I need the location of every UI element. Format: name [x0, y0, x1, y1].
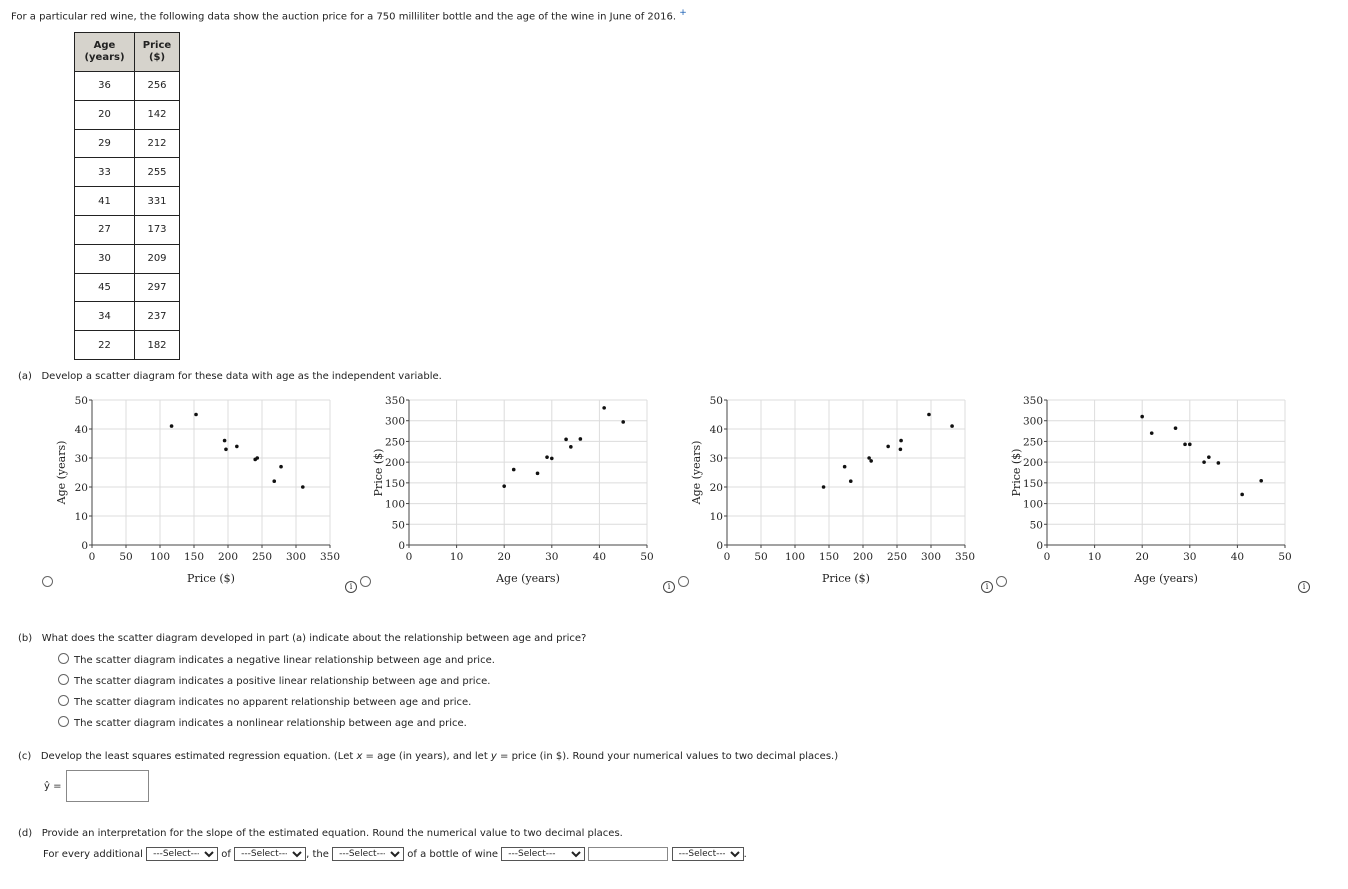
- intro-sentence: For a particular red wine, the following data show the auction price for a 750 milliliter bottle and the age of the wine in June of 2016.: [11, 11, 677, 23]
- table-row: [75, 244, 180, 273]
- x-tick-label: 50: [119, 551, 133, 563]
- y-tick-label: 100: [384, 498, 405, 511]
- select-change-direction[interactable]: [501, 847, 585, 861]
- data-point: [279, 465, 283, 469]
- data-point: [1183, 443, 1187, 447]
- slope-interpretation: For every additional ---Select--- of ---Select--- , the ---Select--- of a bottle of wine ---Select--- ---Select--- .: [43, 847, 747, 861]
- x-tick-label: 300: [285, 551, 307, 563]
- data-point: [569, 445, 573, 449]
- table-row: [75, 302, 180, 331]
- select-the[interactable]: [332, 847, 404, 861]
- x-tick-label: 150: [183, 551, 205, 563]
- x-tick-label: 250: [886, 551, 908, 563]
- y-tick-label: 10: [709, 511, 723, 523]
- x-tick-label: 100: [149, 551, 171, 563]
- radio-button[interactable]: [58, 716, 69, 727]
- x-tick-label: 200: [217, 551, 239, 563]
- data-point: [194, 413, 198, 417]
- y-tick-label: 350: [384, 395, 405, 407]
- data-point: [869, 459, 873, 463]
- y-tick-label: 300: [1022, 415, 1043, 428]
- y-tick-label: 350: [1022, 395, 1043, 407]
- info-icon[interactable]: i: [1298, 581, 1310, 593]
- y-tick-label: 100: [1022, 498, 1043, 511]
- y-axis-label: Age (years): [55, 440, 68, 505]
- part-d-text: Provide an interpretation for the slope of the estimated equation. Round the numerical value to two decimal places.: [41, 828, 623, 839]
- data-point: [224, 448, 228, 452]
- x-axis-label: Age (years): [496, 572, 560, 585]
- data-point: [255, 456, 259, 460]
- data-point: [536, 472, 540, 476]
- age-cell: 33: [75, 158, 135, 187]
- y-tick-label: 0: [81, 540, 88, 552]
- y-tick-label: 0: [398, 540, 405, 552]
- y-tick-label: 200: [384, 457, 405, 470]
- plot-option-1-radio[interactable]: [42, 576, 53, 587]
- part-c-question: (c) Develop the least squares estimated regression equation. (Let x = age (in years), and let y = price (in $). Round your numerical values to two decimal places.): [18, 751, 839, 762]
- x-tick-label: 20: [1135, 551, 1149, 563]
- y-tick-label: 300: [384, 415, 405, 428]
- part-b-option-1[interactable]: The scatter diagram indicates a negative linear relationship between age and price.: [58, 653, 495, 666]
- table-row: [75, 273, 180, 302]
- footnote-mark[interactable]: +: [679, 8, 687, 18]
- x-tick-label: 50: [640, 551, 654, 563]
- data-point: [550, 457, 554, 461]
- price-cell: 255: [135, 158, 180, 187]
- yhat-label: ŷ =: [44, 781, 62, 792]
- data-point: [579, 437, 583, 441]
- y-tick-label: 50: [74, 395, 88, 407]
- select-of[interactable]: [234, 847, 306, 861]
- data-point: [272, 479, 276, 483]
- regression-equation-input[interactable]: [66, 770, 149, 802]
- y-axis-label: Price ($): [372, 448, 385, 497]
- x-tick-label: 350: [319, 551, 341, 563]
- y-tick-label: 40: [709, 424, 723, 436]
- data-point: [621, 420, 625, 424]
- table-row: [75, 129, 180, 158]
- price-cell: 256: [135, 72, 180, 101]
- data-point: [1140, 415, 1144, 419]
- y-tick-label: 200: [1022, 457, 1043, 470]
- data-point: [1207, 455, 1211, 459]
- part-a-label: (a): [18, 371, 32, 382]
- slope-value-input[interactable]: [588, 847, 668, 861]
- data-point: [235, 445, 239, 449]
- data-point: [843, 465, 847, 469]
- y-tick-label: 50: [709, 395, 723, 407]
- x-tick-label: 150: [818, 551, 840, 563]
- x-tick-label: 200: [852, 551, 874, 563]
- x-tick-label: 0: [405, 551, 413, 563]
- price-cell: 297: [135, 273, 180, 302]
- x-tick-label: 0: [88, 551, 96, 563]
- y-tick-label: 20: [709, 482, 723, 494]
- data-point: [564, 438, 568, 442]
- x-axis-label: Price ($): [187, 572, 235, 585]
- age-cell: 36: [75, 72, 135, 101]
- plot-option-4-radio[interactable]: [996, 576, 1007, 587]
- x-tick-label: 50: [754, 551, 768, 563]
- y-tick-label: 30: [74, 453, 88, 465]
- y-tick-label: 150: [1022, 477, 1043, 490]
- table-row: [75, 158, 180, 187]
- radio-button[interactable]: [58, 695, 69, 706]
- y-tick-label: 20: [74, 482, 88, 494]
- intro-text: [11, 8, 687, 22]
- x-tick-label: 10: [449, 551, 464, 563]
- info-icon[interactable]: i: [981, 581, 993, 593]
- x-axis-label: Age (years): [1134, 572, 1198, 585]
- age-cell: 20: [75, 100, 135, 129]
- x-tick-label: 100: [784, 551, 806, 563]
- data-point: [1150, 431, 1154, 435]
- data-point: [822, 485, 826, 489]
- part-c-label: (c): [18, 751, 32, 762]
- price-cell: 182: [135, 331, 180, 360]
- table-row: [75, 100, 180, 129]
- plot-option-3-radio[interactable]: [678, 576, 689, 587]
- age-cell: 41: [75, 187, 135, 216]
- data-point: [1174, 426, 1178, 430]
- data-point: [927, 413, 931, 417]
- age-cell: 45: [75, 273, 135, 302]
- data-point: [1202, 460, 1206, 464]
- price-cell: 173: [135, 215, 180, 244]
- plot-option-1: [48, 390, 343, 593]
- plot-option-2-radio[interactable]: [360, 576, 371, 587]
- select-unit[interactable]: [672, 847, 744, 861]
- plot-option-2: [365, 390, 660, 593]
- y-tick-label: 50: [1029, 519, 1043, 532]
- data-point: [502, 484, 506, 488]
- radio-button[interactable]: [58, 653, 69, 664]
- y-tick-label: 0: [716, 540, 723, 552]
- price-cell: 212: [135, 129, 180, 158]
- y-axis-label: Price ($): [1010, 448, 1023, 497]
- part-b-option-2[interactable]: The scatter diagram indicates a positive linear relationship between age and price.: [58, 674, 490, 687]
- data-point: [1188, 443, 1192, 447]
- part-a-question: [18, 371, 442, 382]
- data-point: [223, 439, 227, 443]
- scatter-plot-3: [683, 390, 978, 590]
- data-point: [950, 424, 954, 428]
- table-row: [75, 187, 180, 216]
- info-icon[interactable]: i: [663, 581, 675, 593]
- radio-button[interactable]: [58, 674, 69, 685]
- col-header-price: Price ($): [135, 33, 180, 72]
- x-tick-label: 0: [723, 551, 731, 563]
- age-cell: 30: [75, 244, 135, 273]
- y-tick-label: 250: [384, 436, 405, 449]
- x-tick-label: 30: [545, 551, 559, 563]
- data-point: [1259, 479, 1263, 483]
- scatter-plot-1: [48, 390, 343, 590]
- scatter-plot-2: [365, 390, 660, 590]
- part-b-label: (b): [18, 633, 33, 644]
- info-icon[interactable]: i: [345, 581, 357, 593]
- part-a-text: Develop a scatter diagram for these data with age as the independent variable.: [41, 371, 442, 382]
- data-point: [899, 448, 903, 452]
- col-header-age: Age (years): [75, 33, 135, 72]
- data-point: [545, 455, 549, 459]
- age-cell: 29: [75, 129, 135, 158]
- select-additional[interactable]: [146, 847, 218, 861]
- price-cell: 209: [135, 244, 180, 273]
- data-point: [512, 468, 516, 472]
- x-tick-label: 300: [920, 551, 942, 563]
- data-point: [602, 406, 606, 410]
- age-cell: 34: [75, 302, 135, 331]
- price-cell: 142: [135, 100, 180, 129]
- data-point: [1217, 461, 1221, 465]
- x-tick-label: 10: [1087, 551, 1102, 563]
- x-tick-label: 20: [497, 551, 511, 563]
- age-cell: 22: [75, 331, 135, 360]
- table-row: [75, 331, 180, 360]
- data-point: [1240, 493, 1244, 497]
- data-point: [170, 424, 174, 428]
- x-axis-label: Price ($): [822, 572, 870, 585]
- plot-option-3: [683, 390, 978, 593]
- y-tick-label: 0: [1036, 540, 1043, 552]
- age-cell: 27: [75, 215, 135, 244]
- x-tick-label: 250: [251, 551, 273, 563]
- table-row: [75, 215, 180, 244]
- data-point: [899, 439, 903, 443]
- plot-option-4: [1003, 390, 1298, 593]
- x-tick-label: 50: [1278, 551, 1292, 563]
- y-axis-label: Age (years): [690, 440, 703, 505]
- data-point: [301, 485, 305, 489]
- y-tick-label: 50: [391, 519, 405, 532]
- y-tick-label: 250: [1022, 436, 1043, 449]
- part-d-label: (d): [18, 828, 33, 839]
- scatter-plot-4: [1003, 390, 1298, 590]
- part-b-option-4[interactable]: The scatter diagram indicates a nonlinear relationship between age and price.: [58, 716, 467, 729]
- data-point: [867, 456, 871, 460]
- x-tick-label: 40: [592, 551, 607, 563]
- y-tick-label: 30: [709, 453, 723, 465]
- data-point: [886, 445, 890, 449]
- x-tick-label: 350: [954, 551, 976, 563]
- x-tick-label: 40: [1230, 551, 1245, 563]
- part-b-option-3[interactable]: The scatter diagram indicates no apparent relationship between age and price.: [58, 695, 471, 708]
- data-table: [74, 32, 180, 360]
- part-b-question: [18, 633, 586, 644]
- x-tick-label: 30: [1183, 551, 1197, 563]
- price-cell: 237: [135, 302, 180, 331]
- x-tick-label: 0: [1043, 551, 1051, 563]
- table-row: [75, 72, 180, 101]
- part-b-text: What does the scatter diagram developed in part (a) indicate about the relationship between age and price?: [41, 633, 587, 644]
- data-point: [849, 479, 853, 483]
- y-tick-label: 10: [74, 511, 88, 523]
- part-d-question: [18, 828, 623, 839]
- price-cell: 331: [135, 187, 180, 216]
- y-tick-label: 40: [74, 424, 88, 436]
- y-tick-label: 150: [384, 477, 405, 490]
